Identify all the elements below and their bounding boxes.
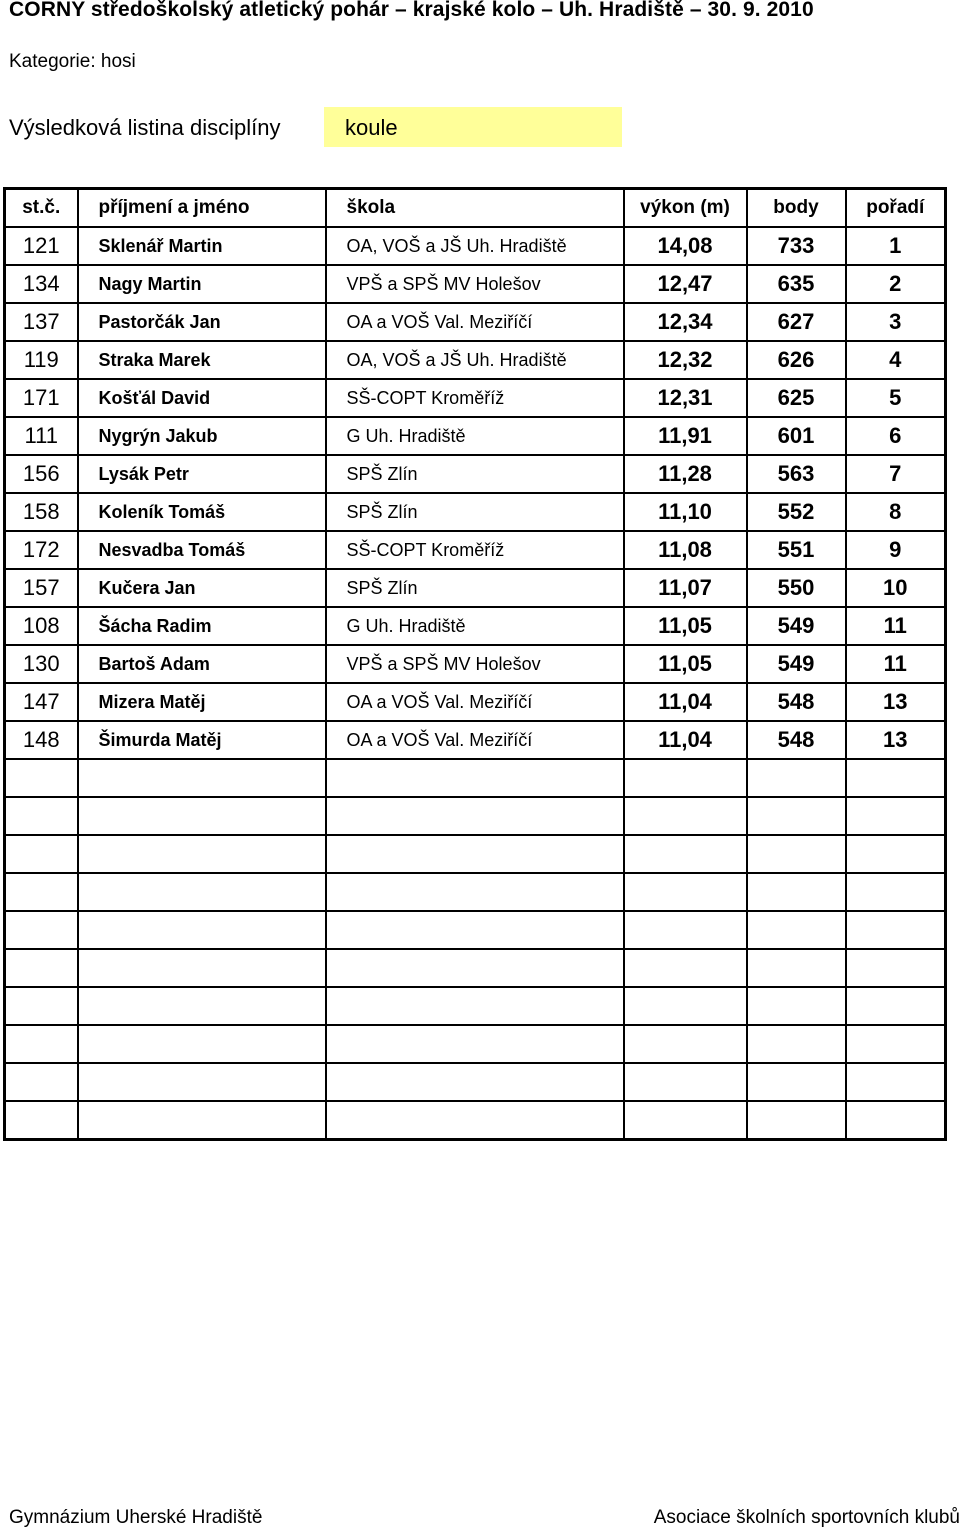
performance-cell: 14,08 — [624, 227, 747, 265]
table-row — [5, 531, 946, 569]
rank-cell: 8 — [846, 493, 946, 531]
table-row — [5, 303, 946, 341]
points-cell — [747, 759, 846, 797]
rank-cell — [846, 835, 946, 873]
table-row — [5, 569, 946, 607]
table-row — [5, 759, 946, 797]
table-row — [5, 645, 946, 683]
performance-cell — [624, 835, 747, 873]
athlete-name-cell: Kučera Jan — [78, 569, 326, 607]
athlete-name-cell: Mizera Matěj — [78, 683, 326, 721]
table-row — [5, 455, 946, 493]
athlete-name-cell — [78, 759, 326, 797]
start-number-cell — [5, 949, 78, 987]
athlete-name-cell: Lysák Petr — [78, 455, 326, 493]
points-cell: 549 — [747, 607, 846, 645]
school-cell: OA a VOŠ Val. Meziříčí — [326, 721, 624, 759]
school-cell: SPŠ Zlín — [326, 455, 624, 493]
table-row — [5, 835, 946, 873]
athlete-name-cell — [78, 911, 326, 949]
table-row — [5, 1063, 946, 1101]
performance-cell: 12,34 — [624, 303, 747, 341]
athlete-name-cell: Košťál David — [78, 379, 326, 417]
performance-cell: 11,04 — [624, 683, 747, 721]
performance-cell: 11,05 — [624, 607, 747, 645]
column-header-name: příjmení a jméno — [78, 189, 326, 228]
points-cell — [747, 1063, 846, 1101]
athlete-name-cell: Koleník Tomáš — [78, 493, 326, 531]
points-cell — [747, 987, 846, 1025]
school-cell: SPŠ Zlín — [326, 493, 624, 531]
start-number-cell — [5, 1025, 78, 1063]
rank-cell: 10 — [846, 569, 946, 607]
start-number-cell — [5, 987, 78, 1025]
rank-cell — [846, 987, 946, 1025]
points-cell: 627 — [747, 303, 846, 341]
performance-cell: 12,31 — [624, 379, 747, 417]
school-cell — [326, 987, 624, 1025]
rank-cell — [846, 873, 946, 911]
table-row — [5, 265, 946, 303]
athlete-name-cell: Šimurda Matěj — [78, 721, 326, 759]
points-cell: 625 — [747, 379, 846, 417]
column-header-points: body — [747, 189, 846, 228]
table-row — [5, 797, 946, 835]
start-number-cell: 157 — [5, 569, 78, 607]
athlete-name-cell — [78, 949, 326, 987]
athlete-name-cell: Sklenář Martin — [78, 227, 326, 265]
rank-cell: 9 — [846, 531, 946, 569]
rank-cell — [846, 797, 946, 835]
points-cell: 551 — [747, 531, 846, 569]
performance-cell — [624, 911, 747, 949]
school-cell: OA a VOŠ Val. Meziříčí — [326, 303, 624, 341]
school-cell — [326, 759, 624, 797]
points-cell — [747, 911, 846, 949]
points-cell: 635 — [747, 265, 846, 303]
start-number-cell — [5, 911, 78, 949]
rank-cell: 5 — [846, 379, 946, 417]
document-title: CORNY středoškolský atletický pohár – krajské kolo – Uh. Hradiště – 30. 9. 2010 — [9, 0, 814, 21]
performance-cell — [624, 759, 747, 797]
performance-cell — [624, 949, 747, 987]
athlete-name-cell: Bartoš Adam — [78, 645, 326, 683]
discipline-field — [324, 107, 622, 147]
points-cell — [747, 797, 846, 835]
points-cell: 552 — [747, 493, 846, 531]
rank-cell — [846, 1101, 946, 1140]
start-number-cell: 111 — [5, 417, 78, 455]
rank-cell — [846, 759, 946, 797]
school-cell: OA, VOŠ a JŠ Uh. Hradiště — [326, 227, 624, 265]
rank-cell: 6 — [846, 417, 946, 455]
school-cell — [326, 1025, 624, 1063]
table-row — [5, 1101, 946, 1140]
results-body — [5, 227, 946, 1140]
performance-cell — [624, 1025, 747, 1063]
table-header-row — [5, 189, 946, 228]
table-row — [5, 493, 946, 531]
start-number-cell: 121 — [5, 227, 78, 265]
performance-cell: 11,07 — [624, 569, 747, 607]
footer-association: Asociace školních sportovních klubů — [653, 1507, 960, 1528]
performance-cell: 11,04 — [624, 721, 747, 759]
athlete-name-cell — [78, 797, 326, 835]
athlete-name-cell: Nesvadba Tomáš — [78, 531, 326, 569]
start-number-cell: 134 — [5, 265, 78, 303]
column-header-start-number: st.č. — [5, 189, 78, 228]
rank-cell — [846, 911, 946, 949]
school-cell — [326, 1063, 624, 1101]
performance-cell — [624, 987, 747, 1025]
table-row — [5, 873, 946, 911]
discipline-label: Výsledková listina disciplíny — [9, 115, 281, 140]
start-number-cell: 171 — [5, 379, 78, 417]
school-cell: G Uh. Hradiště — [326, 417, 624, 455]
start-number-cell: 108 — [5, 607, 78, 645]
column-header-performance: výkon (m) — [624, 189, 747, 228]
athlete-name-cell: Nygrýn Jakub — [78, 417, 326, 455]
school-cell — [326, 835, 624, 873]
table-row — [5, 911, 946, 949]
school-cell: SŠ-COPT Kroměříž — [326, 531, 624, 569]
column-header-rank: pořadí — [846, 189, 946, 228]
rank-cell: 3 — [846, 303, 946, 341]
start-number-cell — [5, 797, 78, 835]
athlete-name-cell: Šácha Radim — [78, 607, 326, 645]
table-row — [5, 227, 946, 265]
start-number-cell — [5, 759, 78, 797]
athlete-name-cell — [78, 987, 326, 1025]
table-row — [5, 683, 946, 721]
athlete-name-cell — [78, 873, 326, 911]
rank-cell: 13 — [846, 721, 946, 759]
table-row — [5, 607, 946, 645]
school-cell — [326, 911, 624, 949]
table-row — [5, 1025, 946, 1063]
points-cell: 550 — [747, 569, 846, 607]
school-cell — [326, 797, 624, 835]
start-number-cell: 156 — [5, 455, 78, 493]
school-cell: SŠ-COPT Kroměříž — [326, 379, 624, 417]
start-number-cell — [5, 873, 78, 911]
athlete-name-cell: Straka Marek — [78, 341, 326, 379]
performance-cell: 11,08 — [624, 531, 747, 569]
footer-organizer: Gymnázium Uherské Hradiště — [9, 1507, 263, 1528]
athlete-name-cell — [78, 1025, 326, 1063]
table-row — [5, 379, 946, 417]
points-cell — [747, 1025, 846, 1063]
rank-cell: 7 — [846, 455, 946, 493]
points-cell: 733 — [747, 227, 846, 265]
table-row — [5, 417, 946, 455]
start-number-cell: 130 — [5, 645, 78, 683]
start-number-cell — [5, 1063, 78, 1101]
athlete-name-cell — [78, 1063, 326, 1101]
school-cell: OA a VOŠ Val. Meziříčí — [326, 683, 624, 721]
start-number-cell: 172 — [5, 531, 78, 569]
athlete-name-cell: Pastorčák Jan — [78, 303, 326, 341]
performance-cell: 11,91 — [624, 417, 747, 455]
school-cell: VPŠ a SPŠ MV Holešov — [326, 265, 624, 303]
points-cell — [747, 873, 846, 911]
athlete-name-cell — [78, 1101, 326, 1140]
start-number-cell: 147 — [5, 683, 78, 721]
athlete-name-cell — [78, 835, 326, 873]
rank-cell: 1 — [846, 227, 946, 265]
performance-cell: 12,32 — [624, 341, 747, 379]
school-cell — [326, 949, 624, 987]
table-row — [5, 341, 946, 379]
rank-cell — [846, 1025, 946, 1063]
table-row — [5, 949, 946, 987]
points-cell: 626 — [747, 341, 846, 379]
school-cell: OA, VOŠ a JŠ Uh. Hradiště — [326, 341, 624, 379]
category-label: Kategorie: hosi — [9, 51, 136, 72]
rank-cell: 11 — [846, 607, 946, 645]
school-cell — [326, 1101, 624, 1140]
school-cell: VPŠ a SPŠ MV Holešov — [326, 645, 624, 683]
school-cell: SPŠ Zlín — [326, 569, 624, 607]
start-number-cell: 137 — [5, 303, 78, 341]
performance-cell: 11,05 — [624, 645, 747, 683]
performance-cell: 12,47 — [624, 265, 747, 303]
results-table — [3, 187, 947, 1141]
points-cell — [747, 835, 846, 873]
athlete-name-cell: Nagy Martin — [78, 265, 326, 303]
points-cell: 601 — [747, 417, 846, 455]
performance-cell: 11,10 — [624, 493, 747, 531]
school-cell: G Uh. Hradiště — [326, 607, 624, 645]
performance-cell — [624, 1101, 747, 1140]
performance-cell — [624, 797, 747, 835]
rank-cell: 13 — [846, 683, 946, 721]
points-cell: 548 — [747, 683, 846, 721]
table-row — [5, 987, 946, 1025]
performance-cell: 11,28 — [624, 455, 747, 493]
performance-cell — [624, 873, 747, 911]
start-number-cell: 158 — [5, 493, 78, 531]
rank-cell: 11 — [846, 645, 946, 683]
rank-cell — [846, 1063, 946, 1101]
rank-cell: 2 — [846, 265, 946, 303]
start-number-cell — [5, 835, 78, 873]
points-cell — [747, 949, 846, 987]
rank-cell: 4 — [846, 341, 946, 379]
points-cell — [747, 1101, 846, 1140]
column-header-school: škola — [326, 189, 624, 228]
table-row — [5, 721, 946, 759]
start-number-cell: 119 — [5, 341, 78, 379]
points-cell: 563 — [747, 455, 846, 493]
school-cell — [326, 873, 624, 911]
start-number-cell — [5, 1101, 78, 1140]
rank-cell — [846, 949, 946, 987]
start-number-cell: 148 — [5, 721, 78, 759]
points-cell: 548 — [747, 721, 846, 759]
points-cell: 549 — [747, 645, 846, 683]
discipline-value: koule — [345, 115, 398, 140]
performance-cell — [624, 1063, 747, 1101]
